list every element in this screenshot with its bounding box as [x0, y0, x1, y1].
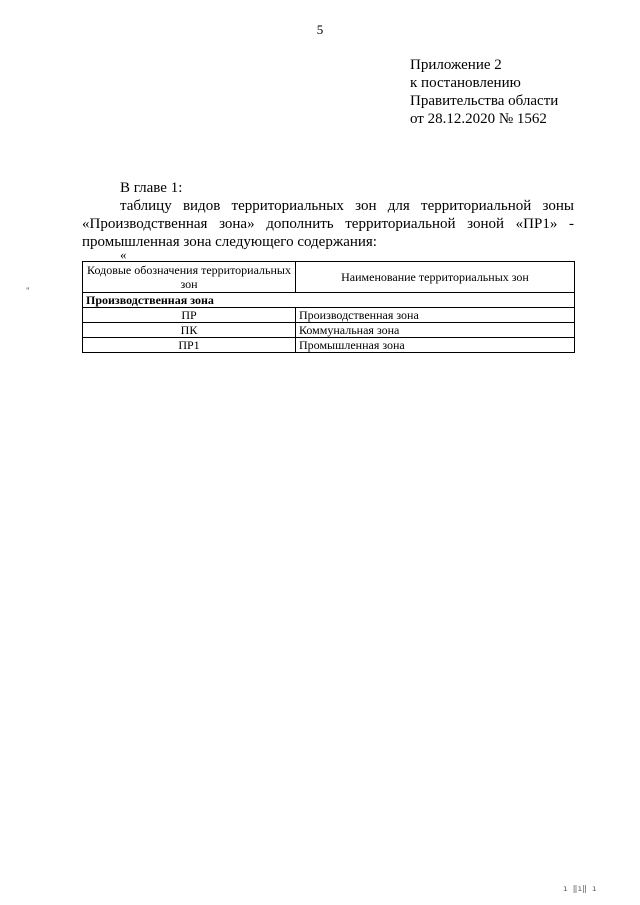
- margin-mark: ": [26, 286, 30, 296]
- header-codes: Кодовые обозначения территориальных зон: [83, 262, 296, 293]
- table-header-row: [83, 262, 575, 293]
- chapter-line: В главе 1:: [120, 180, 183, 196]
- appendix-line-4: от 28.12.2020 № 1562: [410, 111, 547, 127]
- zone-code: ПК: [83, 323, 296, 338]
- footer-code-mark: ı ‖ı‖ ı: [563, 884, 597, 893]
- amendment-paragraph: таблицу видов территориальных зон для территориальной зоны «Производственная зона» дополнить территориальной зоной «ПР1» - промышленная зона следующего содержания:: [82, 198, 574, 250]
- table-row: [83, 338, 575, 353]
- table-row: [83, 308, 575, 323]
- zone-code: ПР: [83, 308, 296, 323]
- appendix-header: [410, 56, 558, 128]
- table-row: [83, 323, 575, 338]
- appendix-line-2: к постановлению: [410, 75, 521, 91]
- header-names: Наименование территориальных зон: [296, 262, 575, 293]
- zones-table: [82, 261, 575, 353]
- zone-name: Промышленная зона: [296, 338, 575, 353]
- opening-quote: «: [120, 247, 127, 262]
- section-title: Производственная зона: [83, 293, 575, 308]
- appendix-line-1: Приложение 2: [410, 57, 502, 73]
- appendix-line-3: Правительства области: [410, 93, 559, 109]
- page-number: 5: [316, 22, 324, 37]
- section-row: [83, 293, 575, 308]
- zone-code: ПР1: [83, 338, 296, 353]
- zone-name: Коммунальная зона: [296, 323, 575, 338]
- zone-name: Производственная зона: [296, 308, 575, 323]
